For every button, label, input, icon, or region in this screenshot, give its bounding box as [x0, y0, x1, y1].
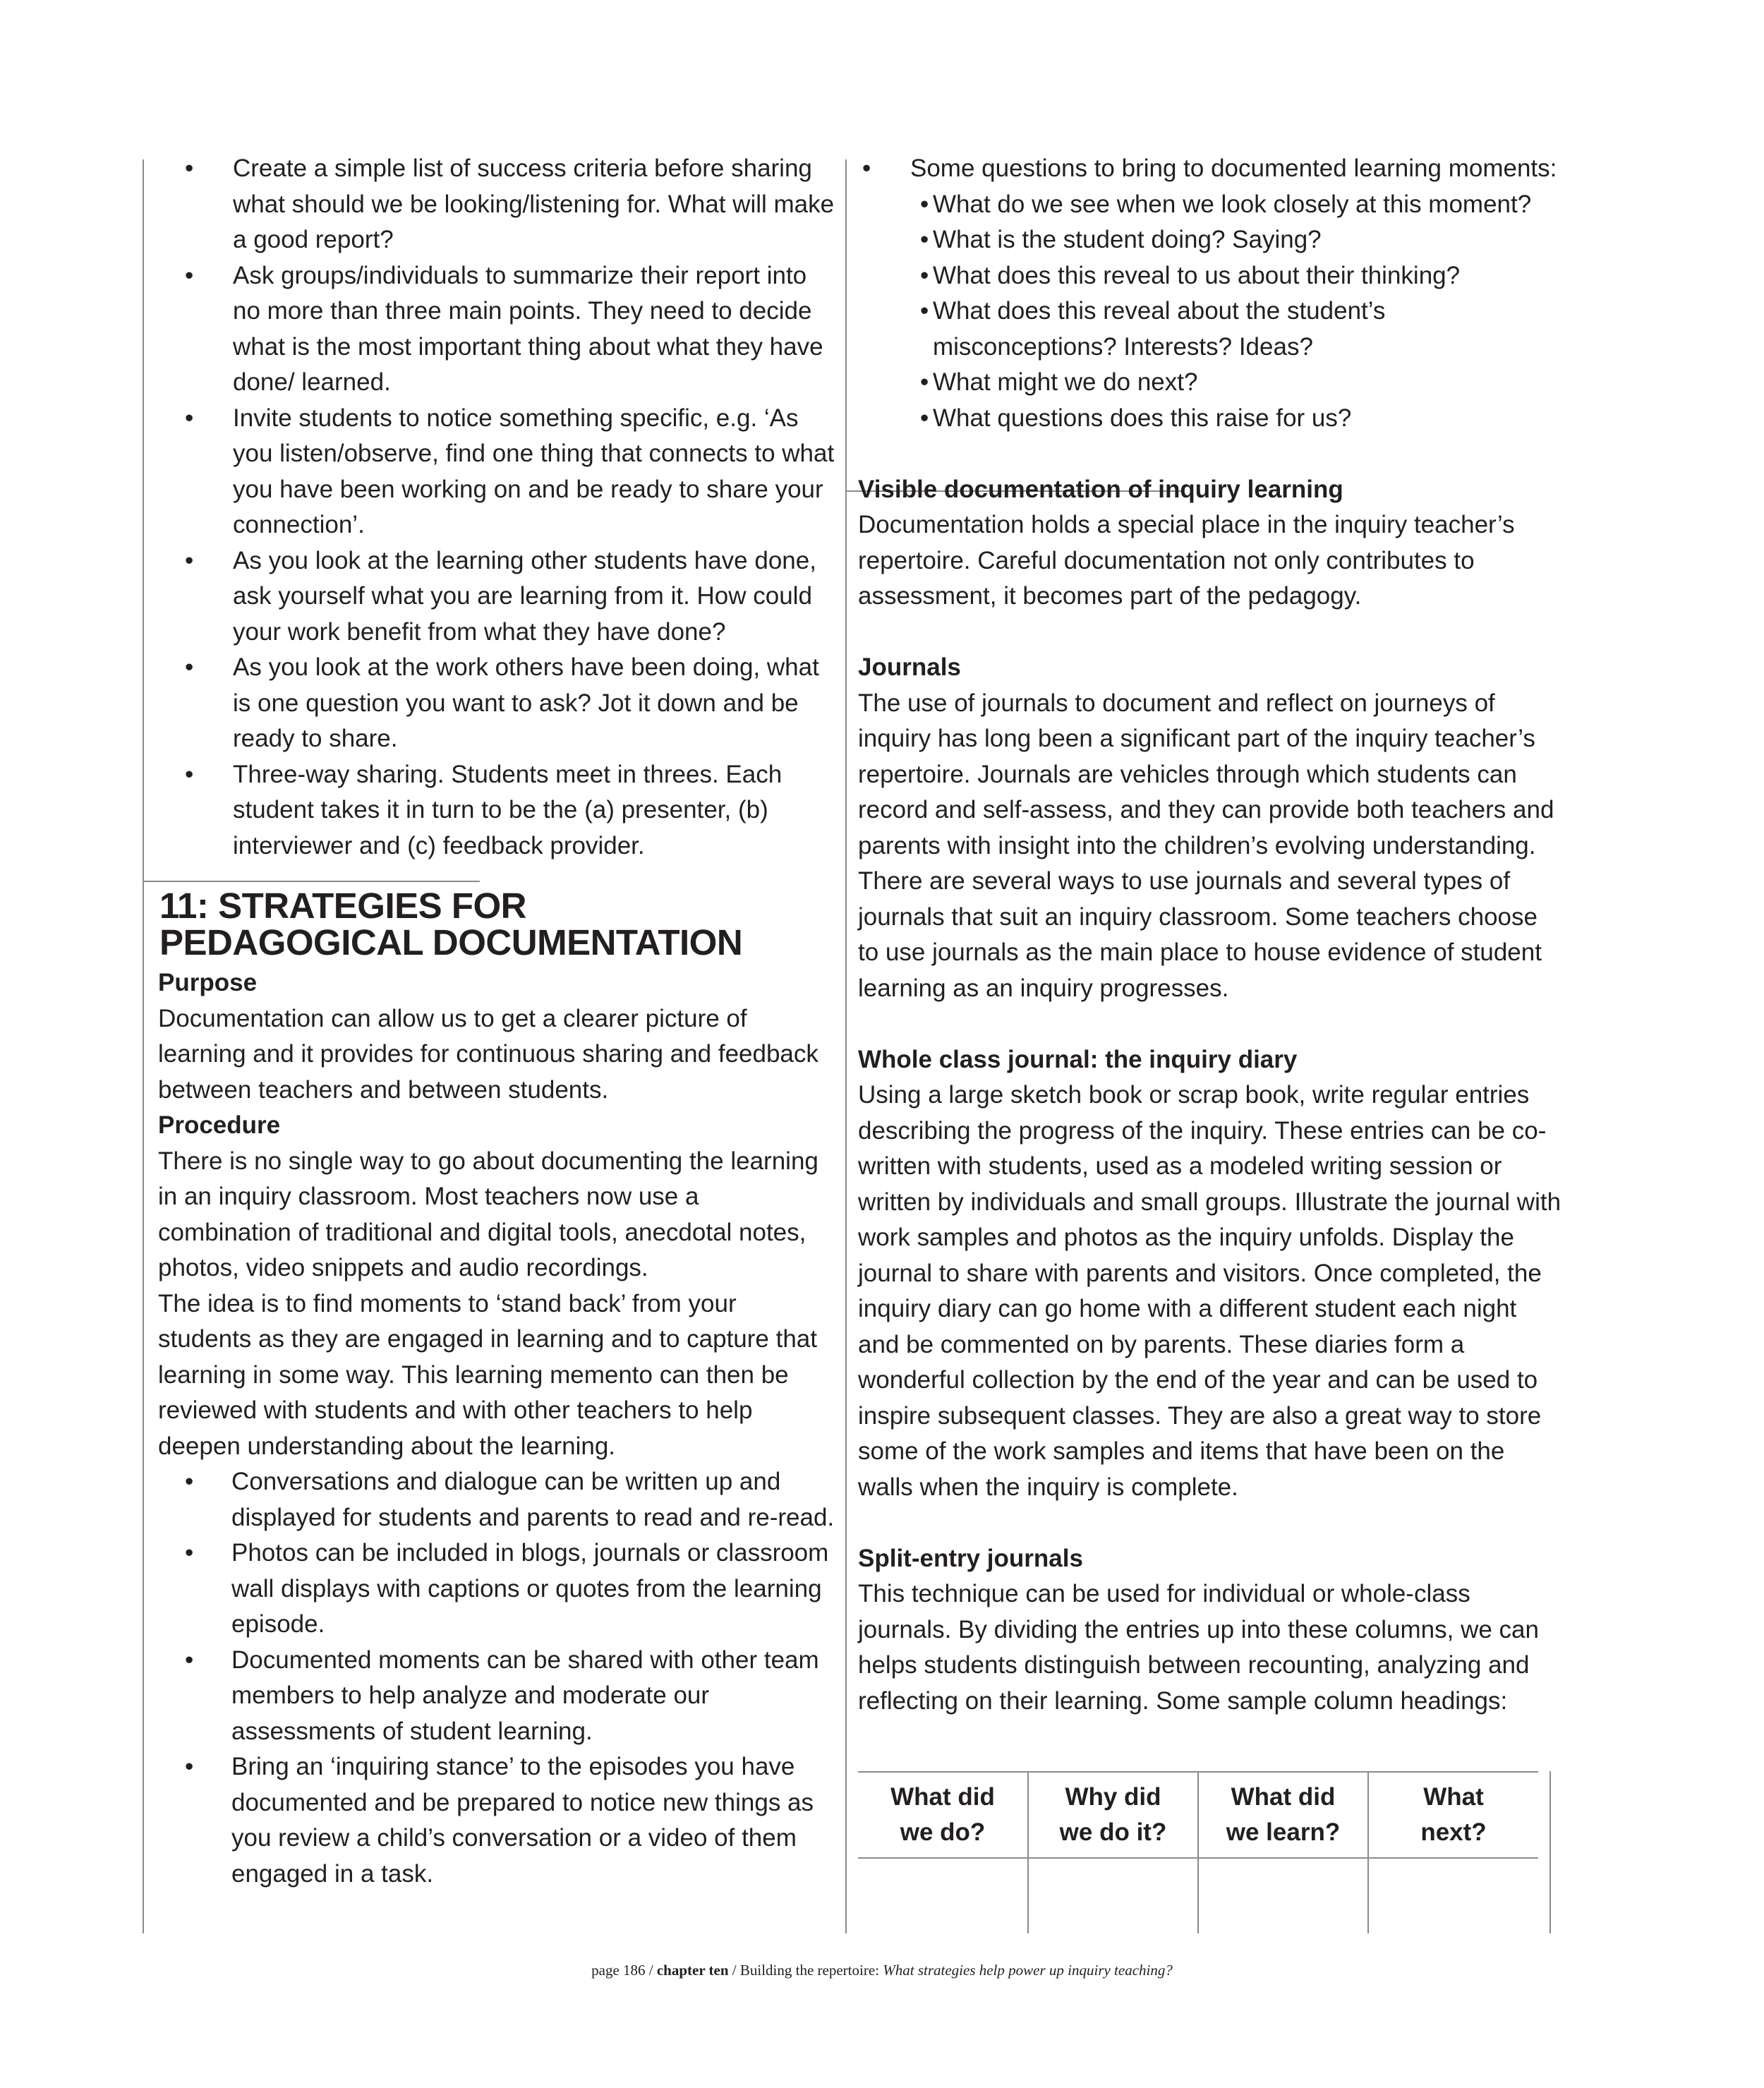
table-cell [858, 1858, 1028, 1933]
procedure-bullets [158, 1464, 835, 1892]
purpose-heading: Purpose [158, 969, 258, 996]
questions-intro-list [835, 151, 1564, 187]
footer-separator: / Building the repertoire: [732, 1962, 879, 1979]
table-cell [1028, 1858, 1198, 1933]
page-footer [0, 1962, 1764, 1979]
left-column-rule [143, 159, 144, 1933]
split-entry-table [858, 1771, 1538, 1933]
table-right-rule [1549, 1771, 1551, 1933]
spacer [858, 1505, 1564, 1541]
table-header-cell [1198, 1772, 1368, 1858]
table-header-row [858, 1772, 1538, 1858]
header-line: What did [890, 1783, 995, 1811]
spacer [858, 1006, 1564, 1042]
list-item: • Some questions to bring to documented learning moments: [835, 151, 1564, 187]
header-line: we learn? [1226, 1818, 1341, 1846]
whole-class-journal-text: Using a large sketch book or scrap book, write regular entries describing the progress of the inquiry. These entries can be co-written with students, used as a modeled writing session or written by individuals and small groups. Illustrate the journal with work samples and photos as the inquiry unfolds. Display the journal to share with parents and visitors. Once completed, the inquiry diary can go home with a different student each night and be commented on by parents. These diaries form a wonderful collection by the end of the year and can be used to inspire subsequent classes. They are also a great way to store some of the work samples and items that have been on the walls when the inquiry is complete. [858, 1081, 1561, 1501]
journals-heading: Journals [858, 653, 961, 681]
spacer [858, 615, 1564, 651]
list-item: • As you look at the learning other students have done, ask yourself what you are learning from it. How could your work benefit from what they have done? [158, 543, 835, 651]
left-column [158, 151, 835, 1892]
table-row [858, 1858, 1538, 1933]
visible-documentation-text: Documentation holds a special place in the inquiry teacher’s repertoire. Careful documentation not only contributes to assessment, it becomes part of the pedagogy. [858, 511, 1515, 610]
footer-page-number: page 186 / [591, 1962, 653, 1979]
spacer [858, 436, 1564, 472]
questions-list [835, 187, 1564, 437]
list-item: • Photos can be included in blogs, journals or classroom wall displays with captions or quotes from the learning episode. [158, 1535, 835, 1643]
list-item: • Documented moments can be shared with other team members to help analyze and moderate our assessments of student learning. [158, 1643, 835, 1750]
list-item: • What might we do next? [835, 365, 1564, 401]
section-title [159, 888, 835, 961]
list-item: • What do we see when we look closely at this moment? [835, 187, 1564, 223]
procedure-heading: Procedure [158, 1111, 281, 1139]
footer-subtitle: What strategies help power up inquiry teaching? [883, 1962, 1173, 1979]
split-entry-text: This technique can be used for individual or whole-class journals. By dividing the entries up into these columns, we can helps students distinguish between recounting, analyzing and reflecting on their learning. Some sample column headings: [858, 1580, 1539, 1715]
table-header-cell [1028, 1772, 1198, 1858]
purpose-text: Documentation can allow us to get a clearer picture of learning and it provides for continuous sharing and feedback between teachers and between students. [158, 1004, 818, 1104]
footer-chapter: chapter ten [656, 1962, 729, 1979]
section-title-line-2: PEDAGOGICAL DOCUMENTATION [159, 922, 743, 962]
header-line: next? [1420, 1818, 1487, 1846]
header-line: Why did [1065, 1783, 1161, 1811]
list-item: • What is the student doing? Saying? [835, 222, 1564, 258]
visible-documentation-heading: Visible documentation of inquiry learning [858, 475, 1343, 503]
list-item: • Three-way sharing. Students meet in threes. Each student takes it in turn to be the (a) presenter, (b) interviewer and (c) feedback provider. [158, 757, 835, 864]
section-title-line-1: 11: STRATEGIES FOR [159, 886, 526, 926]
whole-class-journal-heading: Whole class journal: the inquiry diary [858, 1045, 1298, 1073]
split-entry-heading: Split-entry journals [858, 1544, 1083, 1572]
table-header-cell [858, 1772, 1028, 1858]
list-item: • What questions does this raise for us? [835, 401, 1564, 437]
list-item: • What does this reveal to us about their thinking? [835, 258, 1564, 294]
right-column [858, 151, 1564, 1719]
list-item: • Bring an ‘inquiring stance’ to the episodes you have documented and be prepared to notice new things as you review a child’s conversation or a video of them engaged in a task. [158, 1749, 835, 1892]
list-item: • Invite students to notice something specific, e.g. ‘As you listen/observe, find one thing that connects to what you have been working on and be ready to share your connection’. [158, 401, 835, 543]
journals-text: The use of journals to document and reflect on journeys of inquiry has long been a significant part of the inquiry teacher’s repertoire. Journals are vehicles through which students can record and self-assess, and they can provide both teachers and parents with insight into the children’s evolving understanding. There are several ways to use journals and several types of journals that suit an inquiry classroom. Some teachers choose to use journals as the main place to house evidence of student learning as an inquiry progresses. [858, 689, 1554, 1002]
procedure-text-1: There is no single way to go about documenting the learning in an inquiry classroom. Most teachers now use a combination of traditional and digital tools, anecdotal notes, photos, video snippets and audio recordings. [158, 1147, 818, 1281]
table-header-cell [1368, 1772, 1538, 1858]
list-item: • Conversations and dialogue can be written up and displayed for students and parents to read and re-read. [158, 1464, 835, 1535]
list-item: • What does this reveal about the student’s misconceptions? Interests? Ideas? [835, 294, 1564, 365]
header-line: we do it? [1059, 1818, 1167, 1846]
list-item: • As you look at the work others have been doing, what is one question you want to ask? Jot it down and be ready to share. [158, 650, 835, 757]
header-line: What [1423, 1783, 1484, 1811]
table-cell [1368, 1858, 1538, 1933]
table-cell [1198, 1858, 1368, 1933]
sharing-tips-list [158, 151, 835, 864]
list-item: • Ask groups/individuals to summarize their report into no more than three main points. They need to decide what is the most important thing about what they have done/ learned. [158, 258, 835, 401]
header-line: we do? [900, 1818, 986, 1846]
header-line: What did [1231, 1783, 1336, 1811]
list-item: • Create a simple list of success criteria before sharing what should we be looking/listening for. What will make a good report? [158, 151, 835, 258]
procedure-text-2: The idea is to find moments to ‘stand back’ from your students as they are engaged in learning and to capture that learning in some way. This learning memento can then be reviewed with students and with other teachers to help deepen understanding about the learning. [158, 1289, 817, 1460]
